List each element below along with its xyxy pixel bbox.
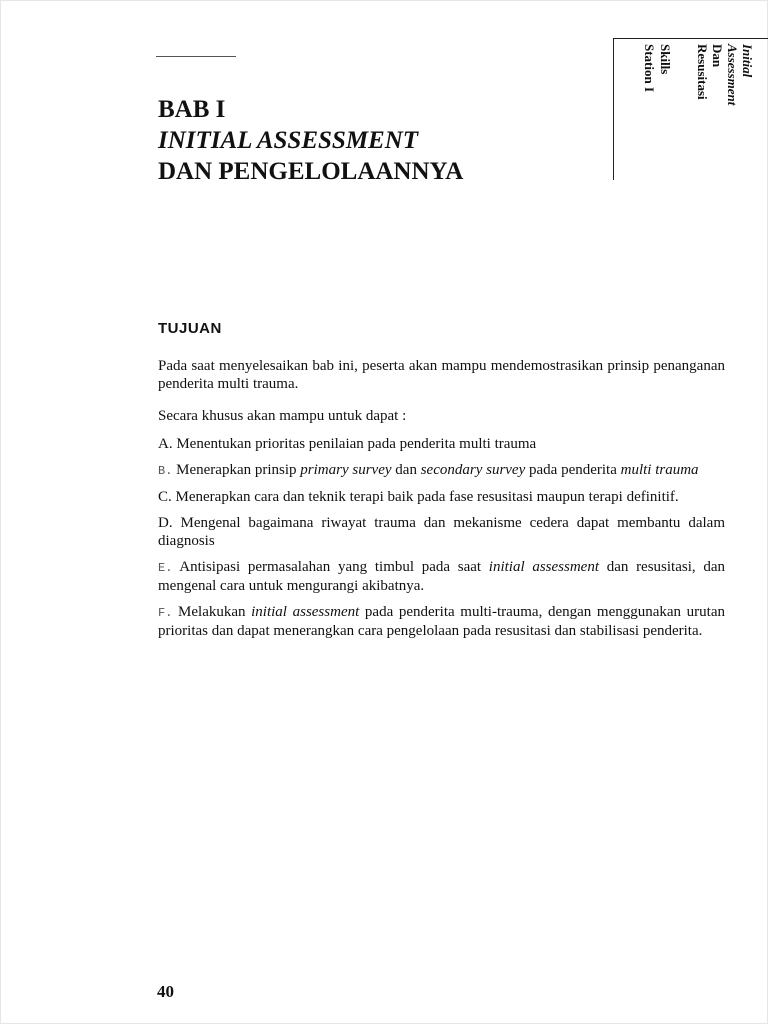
chapter-title-line-3: DAN PENGELOLAANNYA: [158, 158, 464, 185]
objective-e: [158, 558, 725, 595]
chapter-number: BAB I: [158, 96, 226, 123]
lead-sentence: Secara khusus akan mampu untuk dapat :: [158, 408, 407, 424]
objective-e-text-2: dan resusitasi, dan mengenal cara untuk mengurangi akibatnya.: [158, 559, 725, 594]
objective-b: [158, 461, 725, 480]
objective-b-letter: B.: [158, 464, 173, 478]
objective-c-text: Menerapkan cara dan teknik terapi baik pada fase resusitasi maupun terapi definitif.: [175, 489, 679, 505]
objective-c-letter: C.: [158, 489, 172, 505]
side-tab-dan: Dan: [710, 44, 725, 68]
objective-e-letter: E.: [158, 561, 173, 575]
objective-a: [158, 435, 725, 453]
objective-b-term-1: primary survey: [300, 462, 392, 478]
side-tab: [613, 38, 768, 180]
objective-e-term-1: initial assessment: [488, 559, 599, 575]
objective-a-text: Menentukan prioritas penilaian pada penderita multi trauma: [176, 436, 537, 452]
objective-f-text-1: Melakukan: [178, 604, 252, 620]
objective-b-text-2: dan: [391, 462, 421, 478]
side-tab-assessment: Assessment: [725, 44, 740, 106]
objective-d-letter: D.: [158, 515, 173, 531]
objective-c: [158, 488, 725, 506]
objective-a-letter: A.: [158, 436, 173, 452]
objective-b-text-3: pada penderita: [525, 462, 621, 478]
side-tab-skills: Skills: [658, 44, 673, 75]
objective-b-term-2: secondary survey: [420, 462, 526, 478]
objective-f-text-2: pada penderita multi-trauma, dengan menggunakan urutan prioritas dan dapat menerangkan cara pengelolaan pada resusitasi dan stabilisasi penderita.: [158, 604, 725, 639]
side-tab-resusitasi: Resusitasi: [695, 44, 710, 100]
section-heading: TUJUAN: [158, 320, 222, 337]
objective-f-term-1: initial assessment: [251, 604, 360, 620]
top-rule: [156, 56, 236, 57]
intro-paragraph: Pada saat menyelesaikan bab ini, peserta akan mampu mendemostrasikan prinsip penanganan penderita multi trauma.: [158, 358, 725, 392]
objective-b-term-3: multi trauma: [620, 462, 699, 478]
objective-b-text-1: Menerapkan prinsip: [176, 462, 301, 478]
side-tab-initial: Initial: [740, 44, 755, 78]
objectives-body: [158, 357, 725, 648]
objective-d: [158, 514, 725, 550]
objective-d-text: Mengenal bagaimana riwayat trauma dan mekanisme cedera dapat membantu dalam diagnosis: [158, 515, 725, 549]
objective-f-letter: F.: [158, 606, 173, 620]
objective-e-text-1: Antisipasi permasalahan yang timbul pada saat: [179, 559, 489, 575]
objective-f: [158, 603, 725, 640]
chapter-title-line-2: INITIAL ASSESSMENT: [158, 127, 419, 154]
side-tab-station: Station I: [642, 44, 657, 93]
chapter-title: [158, 94, 463, 187]
page-number: 40: [157, 982, 174, 1001]
